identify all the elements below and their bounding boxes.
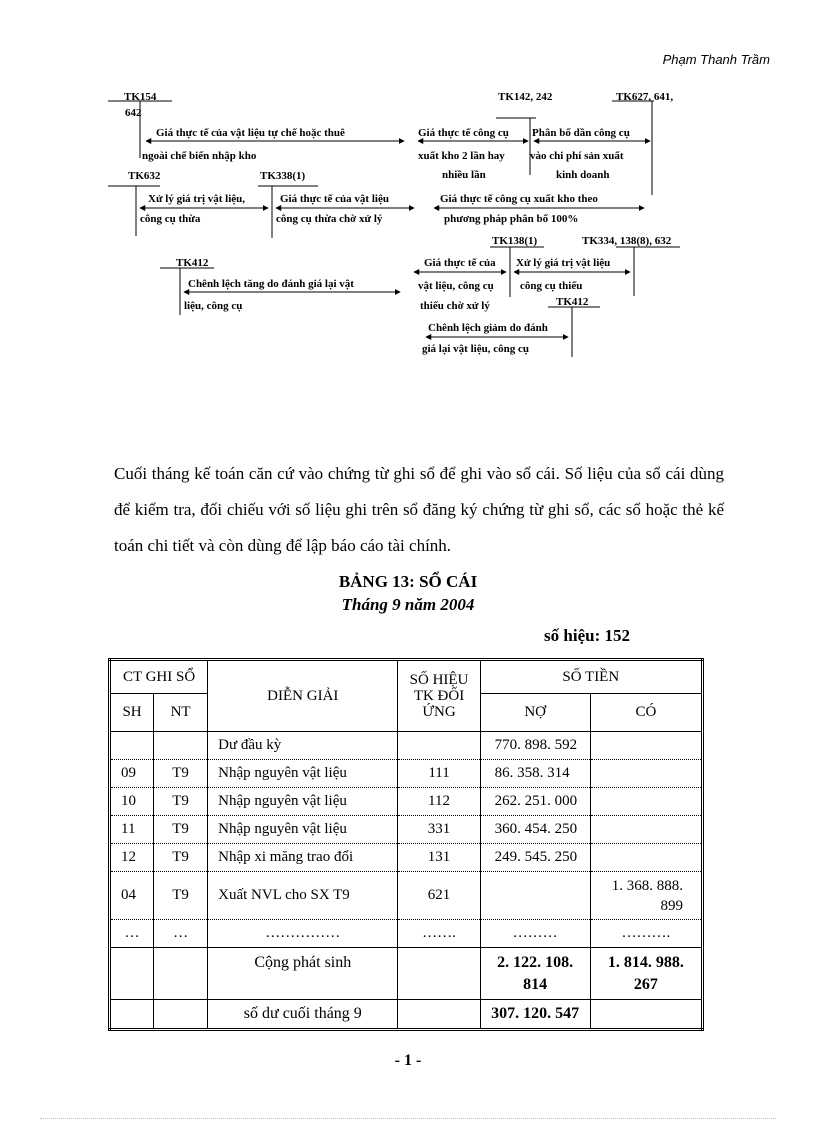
closing-tk: [398, 1000, 480, 1030]
cell-dien-giai: ……………: [208, 920, 398, 948]
cell-co: [590, 732, 702, 760]
header-no: NỢ: [480, 694, 590, 732]
cell-co: 1. 368. 888. 899: [590, 872, 702, 920]
cell-sh: …: [110, 920, 154, 948]
cell-co: [590, 788, 702, 816]
cell-no: [480, 872, 590, 920]
cell-sh: 10: [110, 788, 154, 816]
text-b3: nhiều lần: [442, 169, 486, 181]
cell-sh: [110, 732, 154, 760]
cell-nt: T9: [154, 844, 208, 872]
text-h2: vật liệu, công cụ: [418, 280, 494, 292]
label-tk138: TK138(1): [492, 235, 538, 247]
cell-co: ……….: [590, 920, 702, 948]
cell-nt: T9: [154, 872, 208, 920]
closing-row: [110, 1000, 703, 1030]
label-642: 642: [125, 107, 142, 119]
text-h1: Giá thực tế của: [424, 257, 496, 269]
text-f2: phương pháp phân bổ 100%: [444, 213, 579, 225]
cell-tk: [398, 732, 480, 760]
table-title: BẢNG 13: SỔ CÁI: [338, 572, 478, 591]
text-h3: thiếu chờ xử lý: [420, 300, 490, 312]
text-d1: Xử lý giá trị vật liệu,: [148, 193, 246, 205]
ledger-body: [110, 732, 703, 948]
text-a2: ngoài chế biến nhập kho: [142, 150, 257, 162]
body-paragraph: Cuối tháng kế toán căn cứ vào chứng từ ghi sổ để ghi vào sổ cái. Số liệu của sổ cái dùng để kiểm tra, đối chiếu với số liệu ghi trên sổ đăng ký chứng từ ghi sổ, các sổ hoặc thẻ kế toán chi tiết và còn dùng để lập báo cáo tài chính.: [114, 464, 724, 555]
cell-sh: 12: [110, 844, 154, 872]
cell-no: 770. 898. 592: [480, 732, 590, 760]
table-row: [110, 844, 703, 872]
cell-dien-giai: Nhập xi măng trao đổi: [208, 844, 398, 872]
page-number: - 1 -: [394, 1052, 422, 1069]
table-row: [110, 816, 703, 844]
cell-tk: …….: [398, 920, 480, 948]
closing-co: [590, 1000, 702, 1030]
text-a1: Giá thực tế của vật liệu tự chế hoặc thuê: [156, 127, 345, 139]
label-tk412b: TK412: [556, 296, 589, 308]
total-sh: [110, 948, 154, 1000]
text-e2: công cụ thừa chờ xử lý: [276, 213, 383, 225]
cell-co: [590, 816, 702, 844]
cell-tk: 131: [398, 844, 480, 872]
table-subtitle: Tháng 9 năm 2004: [341, 595, 475, 614]
accounting-diagram: [0, 0, 816, 420]
header-so-tien: SỐ TIỀN: [480, 660, 702, 694]
cell-dien-giai: Nhập nguyên vật liệu: [208, 760, 398, 788]
text-j1: Chênh lệch giảm do đánh: [428, 322, 548, 334]
cell-no: 360. 454. 250: [480, 816, 590, 844]
label-tk154: TK154: [124, 91, 157, 103]
header-ct-ghi-so: CT GHI SỔ: [110, 660, 208, 694]
cell-tk: 112: [398, 788, 480, 816]
cell-nt: [154, 732, 208, 760]
footer-divider: [40, 1118, 776, 1119]
label-tk412a: TK412: [176, 257, 209, 269]
cell-no: 249. 545. 250: [480, 844, 590, 872]
header-sh: SH: [110, 694, 154, 732]
cell-no: ………: [480, 920, 590, 948]
cell-dien-giai: Nhập nguyên vật liệu: [208, 816, 398, 844]
table-row: [110, 872, 703, 920]
table-row: [110, 732, 703, 760]
table-row: [110, 760, 703, 788]
cell-tk: 331: [398, 816, 480, 844]
closing-label: số dư cuối tháng 9: [208, 1000, 398, 1030]
header-so-hieu-tk: [398, 660, 480, 732]
cell-dien-giai: Nhập nguyên vật liệu: [208, 788, 398, 816]
text-d2: công cụ thừa: [140, 213, 201, 225]
label-tk334: TK334, 138(8), 632: [582, 235, 672, 247]
text-i1: Xử lý giá trị vật liệu: [516, 257, 611, 269]
header-so-hieu-line1: SỐ HIỆU: [409, 672, 469, 688]
cell-nt: T9: [154, 760, 208, 788]
ledger-table: [108, 658, 704, 1031]
closing-nt: [154, 1000, 208, 1030]
author-name: Phạm Thanh Trầm: [662, 52, 770, 67]
label-tk142: TK142, 242: [498, 91, 553, 103]
total-row: [110, 948, 703, 1000]
text-b2: xuất kho 2 lần hay: [418, 150, 505, 162]
cell-nt: …: [154, 920, 208, 948]
total-tk: [398, 948, 480, 1000]
text-c2: vào chi phí sản xuất: [530, 150, 624, 162]
total-co: 1. 814. 988. 267: [590, 948, 702, 1000]
text-i2: công cụ thiếu: [520, 280, 583, 292]
cell-tk: 111: [398, 760, 480, 788]
cell-sh: 04: [110, 872, 154, 920]
text-e1: Giá thực tế của vật liệu: [280, 193, 389, 205]
table-row: [110, 788, 703, 816]
label-tk627: TK627, 641,: [616, 91, 674, 103]
text-g1: Chênh lệch tăng do đánh giá lại vật: [188, 278, 354, 290]
header-row-1: [110, 660, 703, 694]
text-j2: giá lại vật liệu, công cụ: [422, 343, 529, 355]
label-tk338: TK338(1): [260, 170, 306, 182]
closing-sh: [110, 1000, 154, 1030]
cell-no: 86. 358. 314: [480, 760, 590, 788]
cell-co: [590, 844, 702, 872]
label-tk632: TK632: [128, 170, 161, 182]
text-f1: Giá thực tế công cụ xuất kho theo: [440, 193, 598, 205]
closing-no: 307. 120. 547: [480, 1000, 590, 1030]
header-dien-giai: DIỄN GIẢI: [208, 660, 398, 732]
cell-sh: 11: [110, 816, 154, 844]
cell-sh: 09: [110, 760, 154, 788]
header-so-hieu-line3: ỨNG: [422, 704, 456, 720]
cell-nt: T9: [154, 816, 208, 844]
header-so-hieu-line2: TK ĐỐI: [413, 688, 465, 704]
account-number-label: số hiệu: 152: [544, 626, 630, 645]
text-c1: Phân bổ dần công cụ: [532, 127, 630, 139]
cell-dien-giai: Dư đầu kỳ: [208, 732, 398, 760]
total-nt: [154, 948, 208, 1000]
table-row: [110, 920, 703, 948]
total-label: Cộng phát sinh: [208, 948, 398, 1000]
text-c3: kinh doanh: [556, 169, 610, 181]
header-co: CÓ: [590, 694, 702, 732]
text-g2: liệu, công cụ: [184, 300, 243, 312]
header-nt: NT: [154, 694, 208, 732]
cell-co: [590, 760, 702, 788]
cell-dien-giai: Xuất NVL cho SX T9: [208, 872, 398, 920]
text-b1: Giá thực tế công cụ: [418, 127, 509, 139]
cell-tk: 621: [398, 872, 480, 920]
total-no: 2. 122. 108. 814: [480, 948, 590, 1000]
cell-no: 262. 251. 000: [480, 788, 590, 816]
cell-nt: T9: [154, 788, 208, 816]
